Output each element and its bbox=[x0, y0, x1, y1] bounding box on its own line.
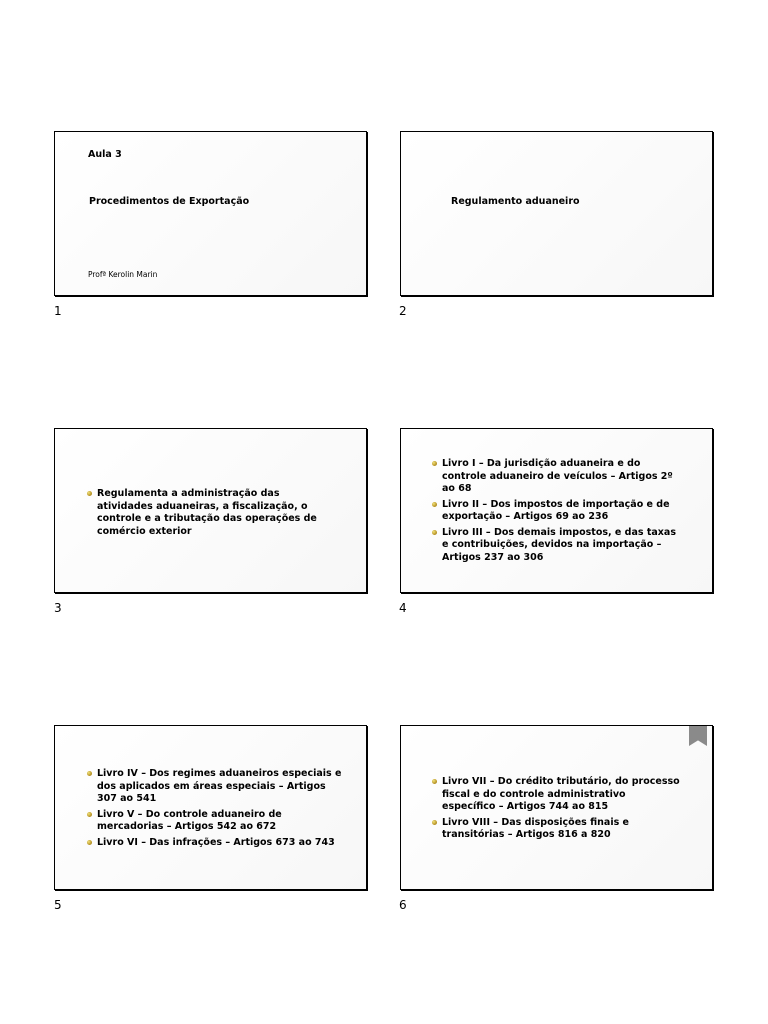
bullet-icon bbox=[87, 771, 92, 776]
bullet-item: Livro III – Dos demais impostos, e das taxas e contribuições, devidos na importação – Artigos 237 ao 306 bbox=[432, 527, 682, 565]
bullet-icon bbox=[432, 530, 437, 535]
slide-5 bbox=[54, 725, 367, 890]
slide-3-number: 3 bbox=[54, 601, 62, 615]
slide-4-number: 4 bbox=[399, 601, 407, 615]
slide-5-bullets bbox=[87, 768, 342, 852]
bullet-icon bbox=[432, 820, 437, 825]
bullet-item: Livro VIII – Das disposições finais e transitórias – Artigos 816 a 820 bbox=[432, 817, 682, 842]
slide-1-subtitle: Procedimentos de Exportação bbox=[89, 196, 250, 207]
slide-6 bbox=[400, 725, 713, 890]
slide-1-title: Aula 3 bbox=[88, 149, 122, 160]
bullet-item: Livro V – Do controle aduaneiro de mercadorias – Artigos 542 ao 672 bbox=[87, 809, 342, 834]
bullet-icon bbox=[432, 502, 437, 507]
slide-3 bbox=[54, 428, 367, 593]
slide-2 bbox=[400, 131, 713, 296]
bookmark-ribbon-icon bbox=[689, 726, 707, 746]
bullet-icon bbox=[432, 779, 437, 784]
bullet-item: Livro IV – Dos regimes aduaneiros especiais e dos aplicados em áreas especiais – Artigos 307 ao 541 bbox=[87, 768, 342, 806]
slide-4-bullets bbox=[432, 458, 682, 567]
slide-5-number: 5 bbox=[54, 898, 62, 912]
bullet-item: Livro VII – Do crédito tributário, do processo fiscal e do controle administrativo específico – Artigos 744 ao 815 bbox=[432, 776, 682, 814]
bullet-item: Regulamenta a administração das atividades aduaneiras, a fiscalização, o controle e a tributação das operações de comércio exterior bbox=[87, 488, 337, 538]
slide-3-bullets bbox=[87, 488, 337, 541]
slide-2-number: 2 bbox=[399, 304, 407, 318]
slide-1-author: Profª Kerolin Marin bbox=[88, 270, 158, 279]
slide-6-bullets bbox=[432, 776, 682, 845]
bullet-item: Livro II – Dos impostos de importação e de exportação – Artigos 69 ao 236 bbox=[432, 499, 682, 524]
slide-1-number: 1 bbox=[54, 304, 62, 318]
slide-2-title: Regulamento aduaneiro bbox=[451, 196, 580, 207]
bullet-icon bbox=[87, 491, 92, 496]
bullet-item: Livro VI – Das infrações – Artigos 673 ao 743 bbox=[87, 837, 342, 850]
slide-1 bbox=[54, 131, 367, 296]
slide-4 bbox=[400, 428, 713, 593]
bullet-icon bbox=[432, 461, 437, 466]
slide-6-number: 6 bbox=[399, 898, 407, 912]
bullet-icon bbox=[87, 840, 92, 845]
bullet-icon bbox=[87, 812, 92, 817]
bullet-item: Livro I – Da jurisdição aduaneira e do controle aduaneiro de veículos – Artigos 2º ao 68 bbox=[432, 458, 682, 496]
